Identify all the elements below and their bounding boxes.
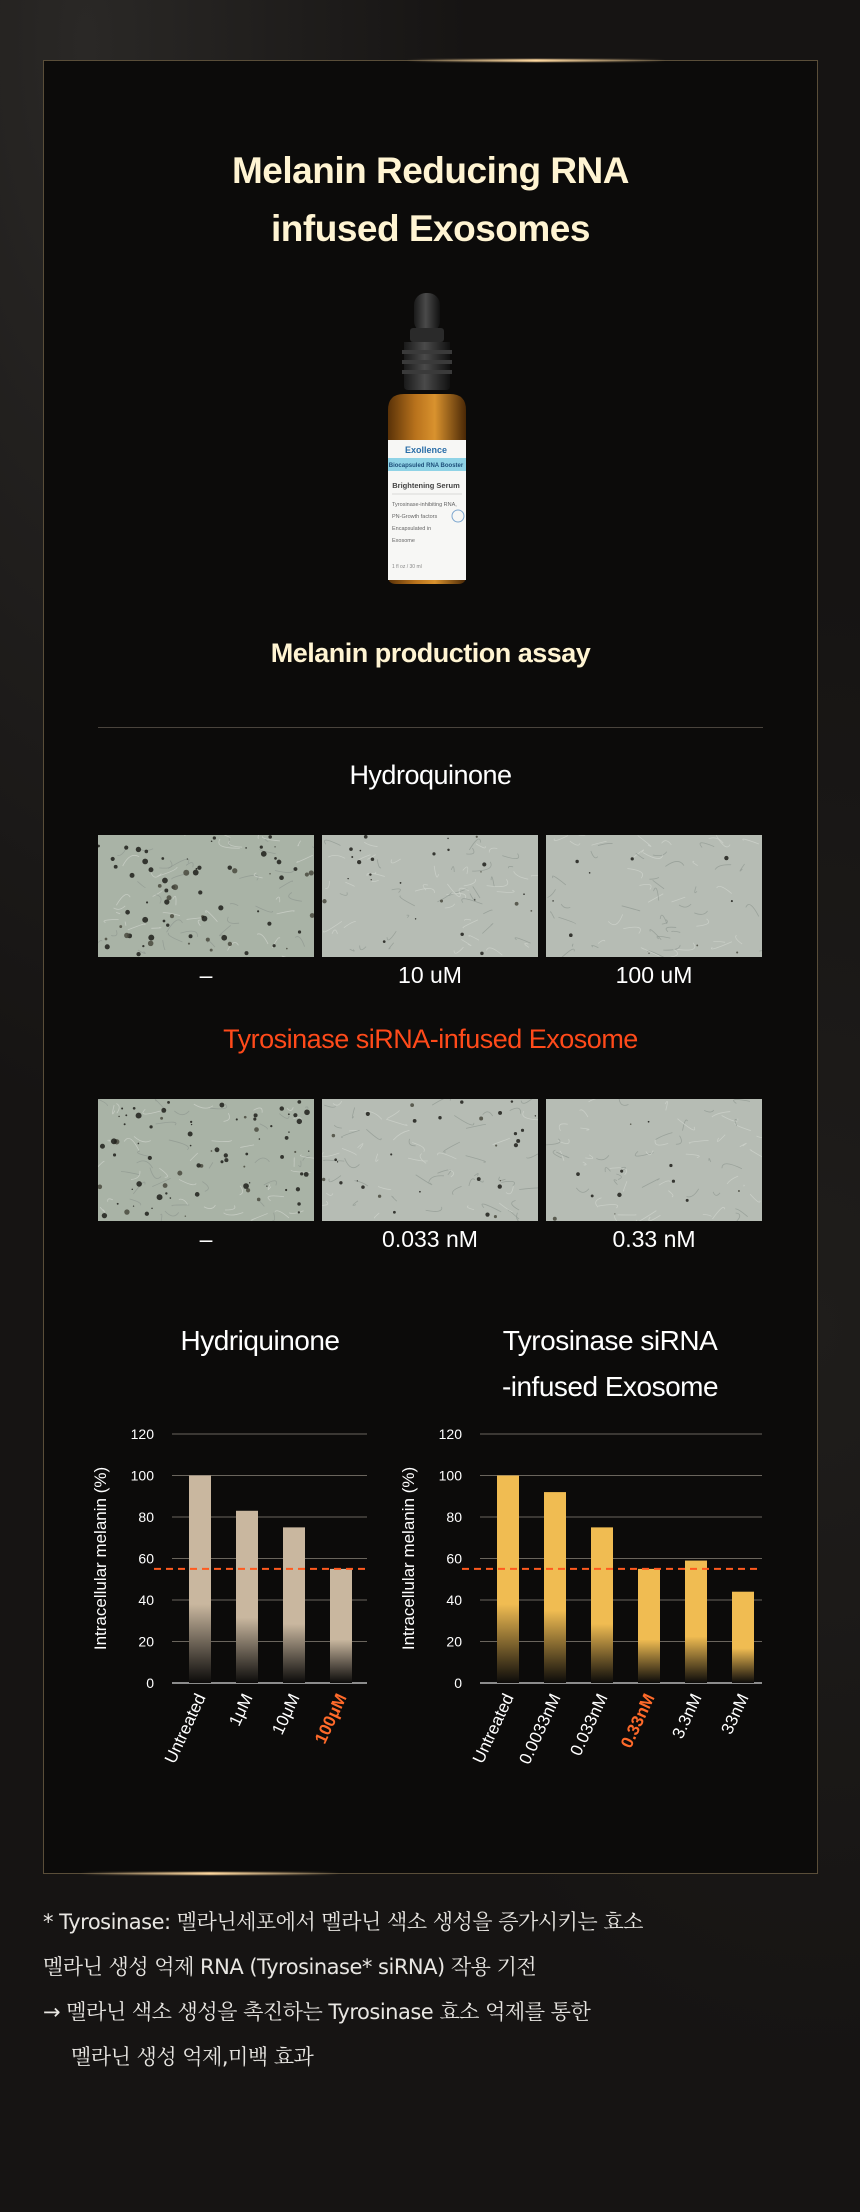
- chart1-ytick-label: 120: [130, 1426, 154, 1442]
- bottle-product: Brightening Serum: [392, 481, 460, 490]
- footnote-2: 멜라닌 생성 억제 RNA (Tyrosinase* siRNA) 작용 기전: [43, 1955, 537, 1979]
- serum-bottle-image: [374, 290, 478, 586]
- bottle-band: Biocapsuled RNA Booster: [388, 463, 464, 469]
- bottle-brand: Exollence: [404, 445, 448, 455]
- footnote-3: → 멜라닌 색소 생성을 촉진하는 Tyrosinase 효소 억제를 통한: [43, 2000, 591, 2024]
- micro-image-hq-control: [98, 835, 314, 957]
- exosome-heading: Tyrosinase siRNA-infused Exosome: [223, 1024, 638, 1054]
- chart2-ytick-label: 100: [438, 1467, 462, 1484]
- chart1-xtick-label: 100μM: [311, 1690, 351, 1747]
- micro-image-exo-033nm: [546, 1099, 762, 1221]
- chart2-xtick-label: 0.033nM: [566, 1690, 612, 1759]
- chart2-xtick-label: 33nM: [717, 1690, 753, 1738]
- chart1-xtick-label: Untreated: [160, 1690, 210, 1767]
- chart1-ytick-label: 60: [138, 1550, 154, 1567]
- chart2-title: [440, 1318, 780, 1410]
- hydroquinone-heading: Hydroquinone: [349, 760, 512, 790]
- chart2-xtick-label: 0.0033nM: [515, 1690, 565, 1768]
- chart1-xtick-label: 1μM: [225, 1690, 257, 1729]
- micro-image-exo-control: [98, 1099, 314, 1221]
- chart2-ytick-label: 20: [446, 1633, 462, 1650]
- chart2-ytick-label: 40: [446, 1592, 462, 1608]
- chart1-title: Hydriquinone: [180, 1325, 340, 1356]
- chart2-ytick-label: 80: [446, 1509, 462, 1525]
- micro-image-hq-100um: [546, 835, 762, 957]
- chart1-ytick-label: 0: [146, 1675, 154, 1691]
- chart1-xtick-label: 10μM: [268, 1690, 304, 1738]
- chart2-ytick-label: 60: [446, 1550, 462, 1567]
- micro-image-exo-0033nm: [322, 1099, 538, 1221]
- bottle-volume: 1 fl oz / 30 ml: [392, 564, 422, 570]
- title-line-2: infused Exosomes: [271, 208, 590, 249]
- micro-label-exo-033nm: 0.33 nM: [612, 1226, 696, 1252]
- chart2-title-line-1: Tyrosinase siRNA: [502, 1325, 718, 1356]
- micro-label-exo-0033nm: 0.033 nM: [382, 1226, 478, 1252]
- bottle-line-4: Exosome: [392, 538, 415, 544]
- chart2-xtick-label: 0.33nM: [617, 1690, 659, 1751]
- micro-label-exo-control: –: [199, 1226, 213, 1252]
- chart1-ytick-label: 40: [138, 1592, 154, 1608]
- footnotes: [43, 1900, 823, 2080]
- chart2-ytick-label: 0: [454, 1675, 462, 1691]
- page-title: [43, 142, 818, 258]
- chart2-xtick-label: 3.3nM: [668, 1690, 706, 1742]
- chart1-ylabel: Intracellular melanin (%): [91, 1466, 110, 1651]
- panel-top-glow: [406, 59, 666, 62]
- micro-image-hq-10um: [322, 835, 538, 957]
- footnote-1: * Tyrosinase: 멜라닌세포에서 멜라닌 색소 생성을 증가시키는 효소: [43, 1910, 643, 1934]
- chart1-ytick-label: 80: [138, 1509, 154, 1525]
- assay-subtitle: Melanin production assay: [270, 638, 591, 668]
- micro-label-hq-control: –: [199, 962, 213, 988]
- bottle-line-3: Encapsulated in: [392, 526, 432, 532]
- panel-bottom-glow: [80, 1872, 340, 1875]
- chart1-ytick-label: 100: [130, 1467, 154, 1484]
- chart2-ylabel: Intracellular melanin (%): [399, 1466, 418, 1651]
- bottle-line-1: Tyrosinase-inhibiting RNA,: [392, 502, 457, 508]
- chart1-ytick-label: 20: [138, 1633, 154, 1650]
- micro-label-hq-100um: 100 uM: [615, 962, 693, 988]
- footnote-4: 멜라닌 생성 억제,미백 효과: [71, 2045, 314, 2069]
- micro-label-hq-10um: 10 uM: [398, 962, 462, 988]
- chart2-title-line-2: -infused Exosome: [501, 1371, 719, 1402]
- chart2-xtick-label: Untreated: [468, 1690, 518, 1767]
- section-divider: [98, 727, 763, 728]
- title-line-1: Melanin Reducing RNA: [231, 150, 630, 191]
- bottle-line-2: PN-Growth factors: [392, 514, 438, 520]
- chart2-ytick-label: 120: [438, 1426, 462, 1442]
